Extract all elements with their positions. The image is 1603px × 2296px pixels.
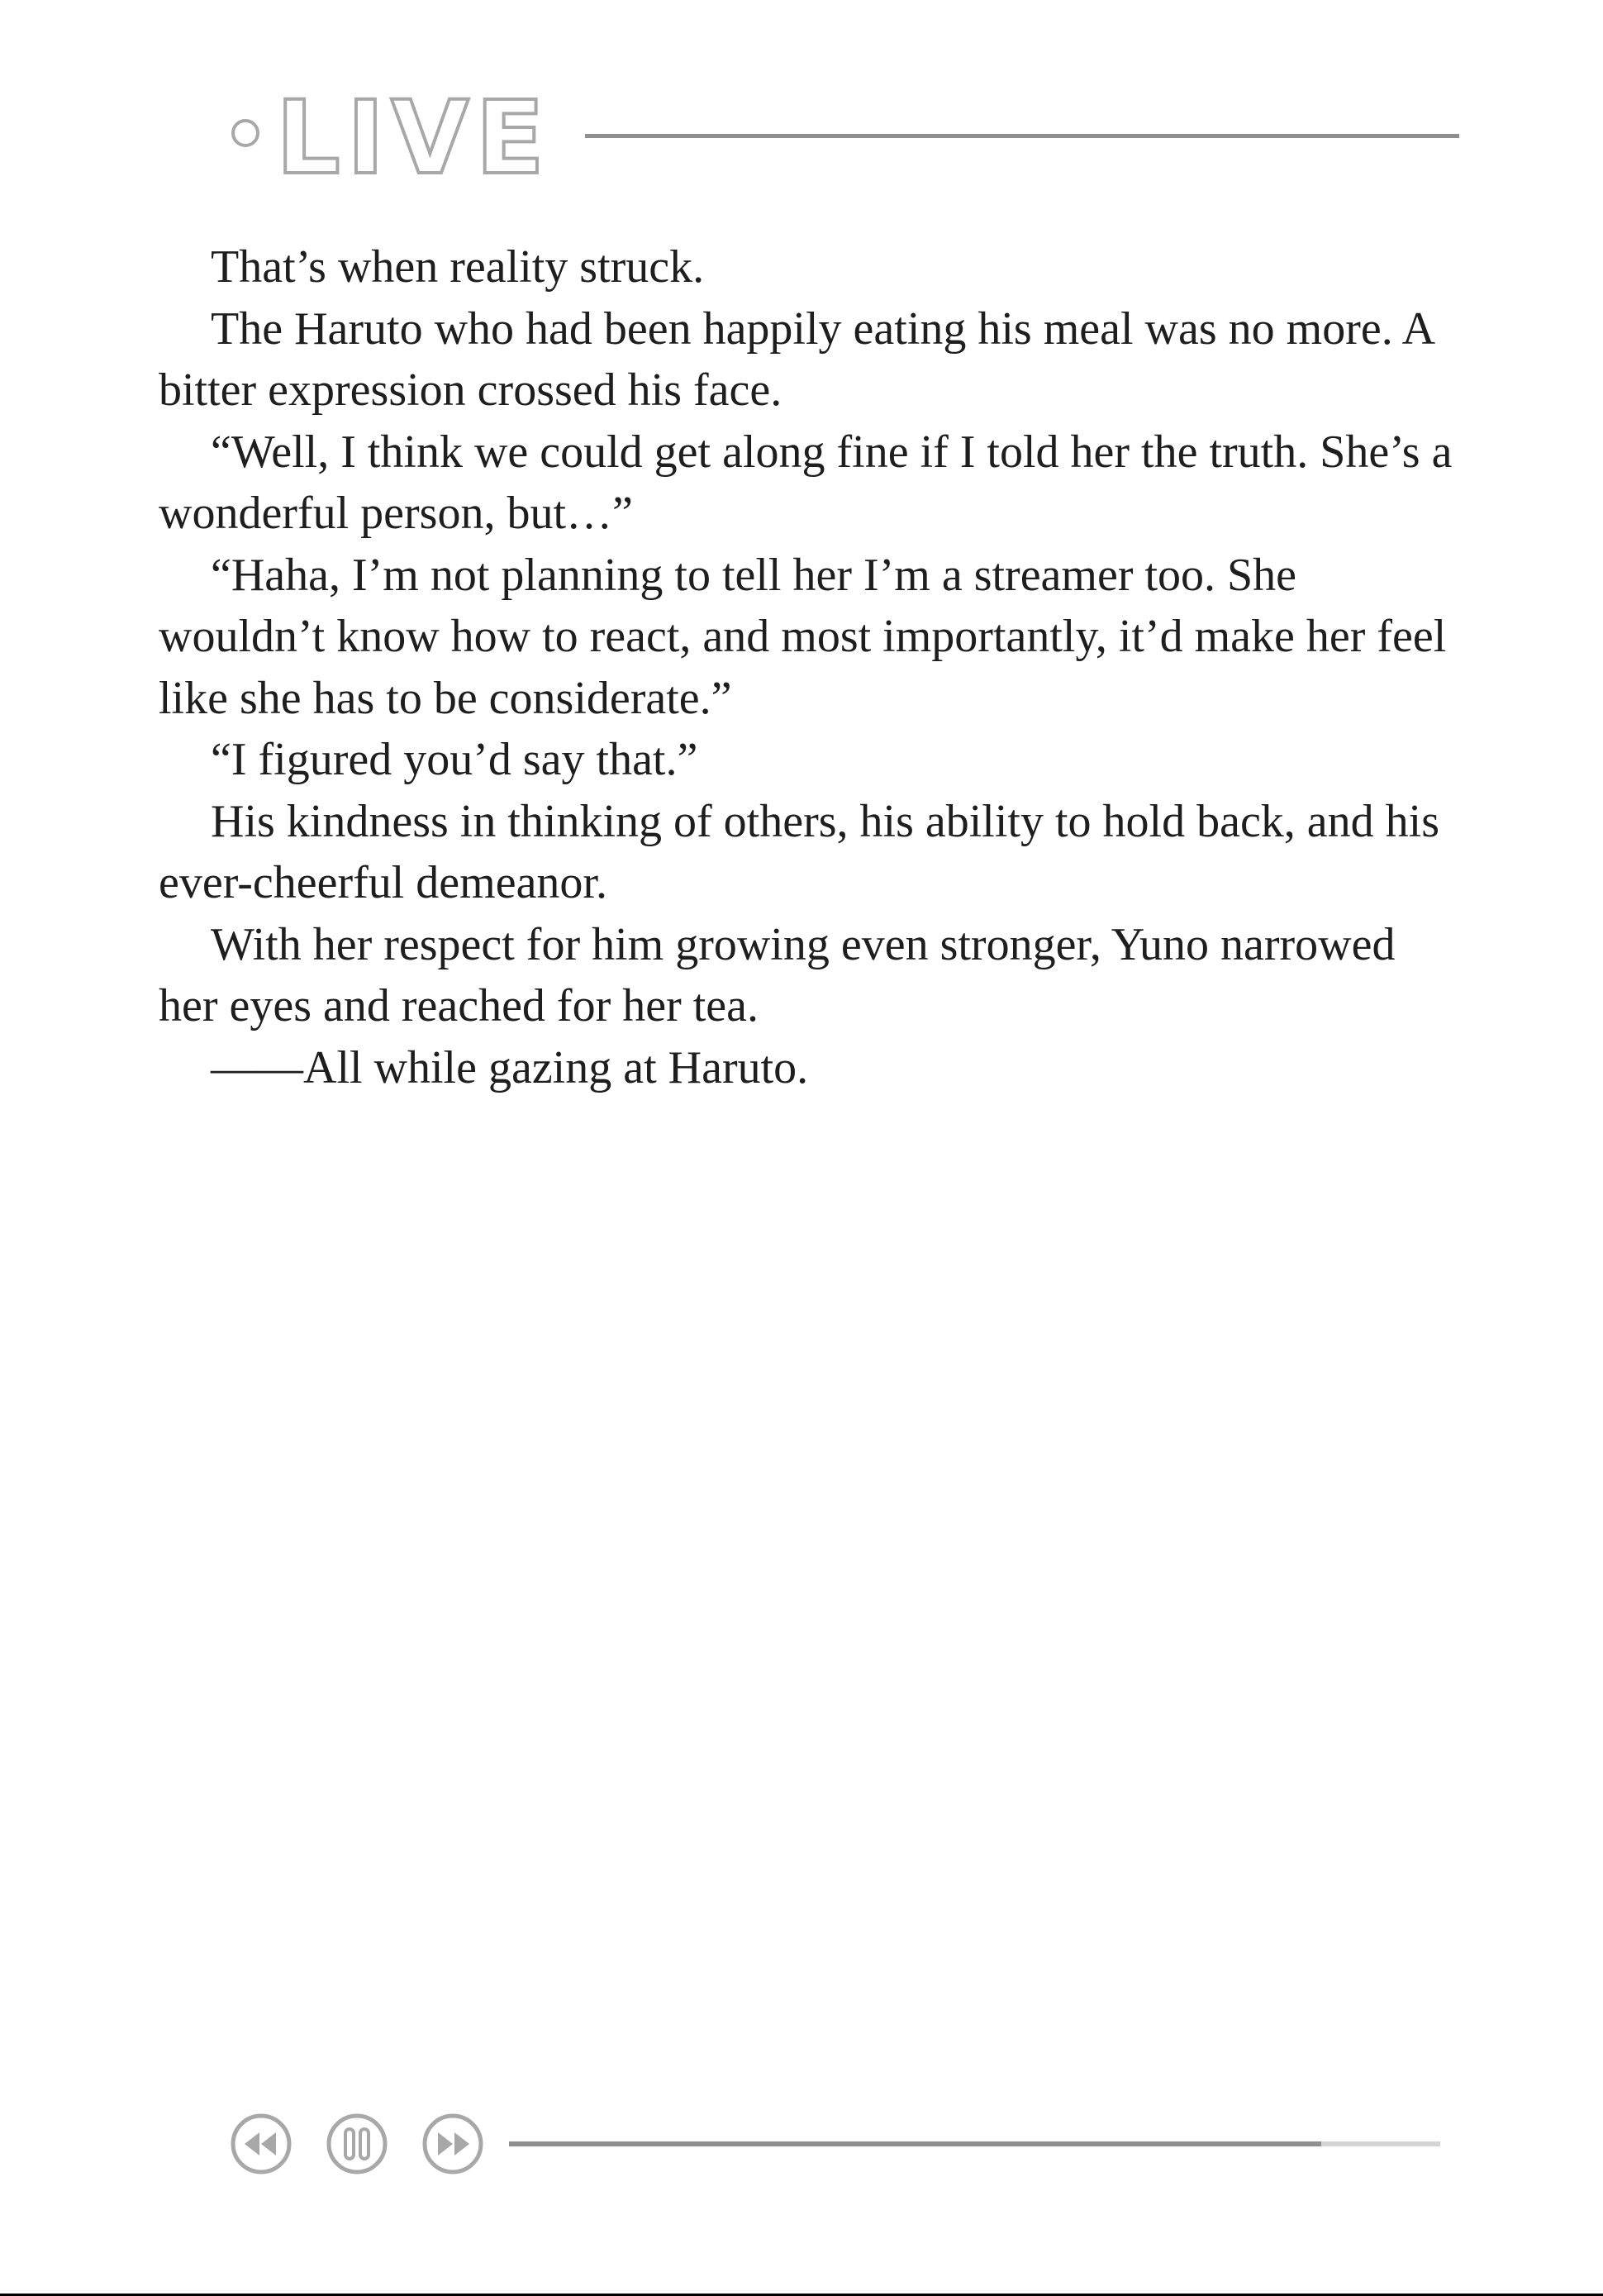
- paragraph: “I figured you’d say that.”: [211, 734, 698, 785]
- rewind-icon: [230, 2113, 293, 2175]
- paragraph: The Haruto who had been happily eating his meal was no more. A bitter expression crossed his face.: [159, 302, 1444, 416]
- header-divider-line: [585, 134, 1459, 138]
- paragraph: His kindness in thinking of others, his ability to hold back, and his ever-cheerful demeanor.: [159, 795, 1452, 908]
- paragraph: That’s when reality struck.: [211, 241, 705, 293]
- live-header: [228, 79, 1459, 197]
- live-label: LIVE: [276, 79, 551, 197]
- pause-button[interactable]: [326, 2113, 388, 2175]
- fast-forward-button[interactable]: [421, 2113, 484, 2175]
- rewind-button[interactable]: [230, 2113, 293, 2175]
- pause-icon: [326, 2113, 388, 2175]
- progress-track[interactable]: [509, 2141, 1440, 2146]
- paragraph: With her respect for him growing even stronger, Yuno narrowed her eyes and reached for her tea.: [159, 918, 1407, 1031]
- live-indicator-dot: [231, 119, 259, 147]
- story-text: [159, 236, 1464, 1098]
- paragraph: “Haha, I’m not planning to tell her I’m a streamer too. She wouldn’t know how to react, and most importantly, it’d make her feel like she has to be considerate.”: [159, 549, 1458, 724]
- progress-fill: [509, 2141, 1321, 2146]
- paragraph: ——All while gazing at Haruto.: [211, 1041, 809, 1093]
- paragraph: “Well, I think we could get along fine if I told her the truth. She’s a wonderful person, but…”: [159, 426, 1464, 539]
- media-player-bar: [230, 2113, 1441, 2175]
- fast-forward-icon: [421, 2113, 484, 2175]
